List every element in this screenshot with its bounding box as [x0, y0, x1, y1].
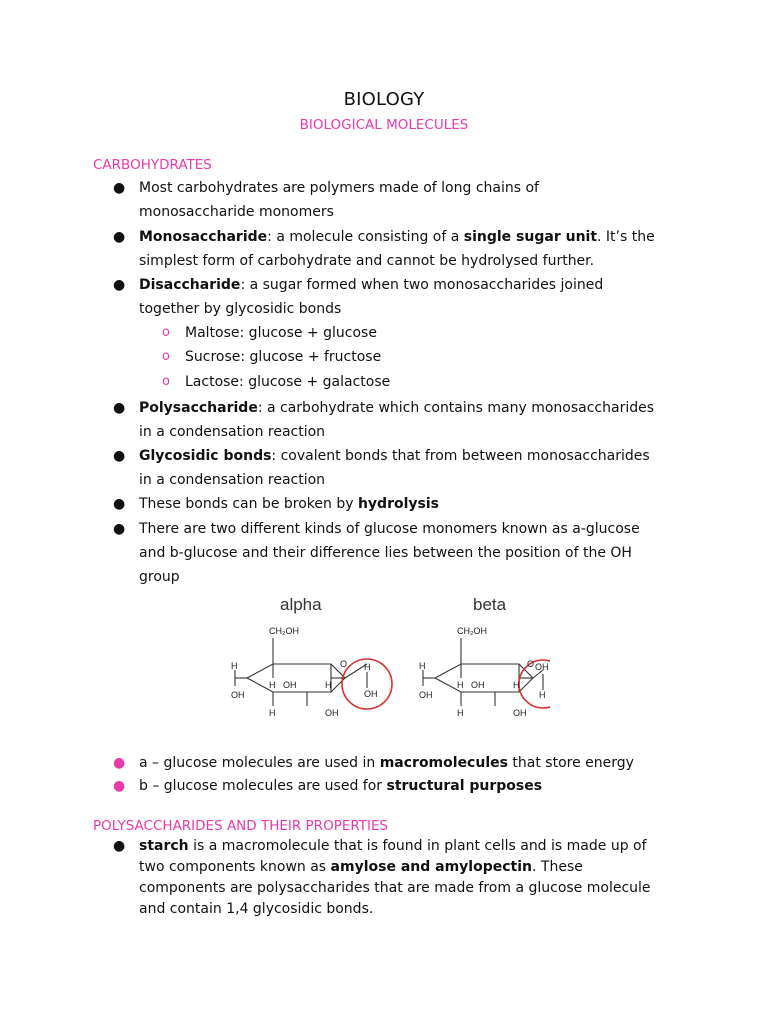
- list-item-text: Most carbohydrates are polymers made of long chains of monosaccharide monomers: [139, 180, 539, 220]
- list-item: [115, 836, 675, 920]
- glucose-structures-figure: [225, 590, 550, 725]
- bullet-icon: ●: [113, 838, 126, 854]
- list-item: [115, 396, 675, 444]
- beta-oh-label: OH: [471, 680, 485, 690]
- alpha-h-label: H: [231, 661, 238, 671]
- glucose-structures-diagram: [225, 590, 550, 725]
- alpha-ch2oh-label: CH₂OH: [269, 626, 299, 636]
- alpha-h-label: H: [364, 662, 371, 672]
- sub-list-item-text: Sucrose: glucose + fructose: [185, 349, 382, 365]
- section-heading-polysaccharides: POLYSACCHARIDES AND THEIR PROPERTIES: [93, 818, 389, 834]
- list-item: [115, 492, 675, 516]
- beta-glucose-structure: [423, 638, 550, 708]
- beta-oh-label: OH: [535, 662, 549, 672]
- beta-oh-label: OH: [419, 690, 433, 700]
- beta-label: beta: [473, 595, 507, 614]
- section-heading-carbohydrates: CARBOHYDRATES: [93, 157, 212, 173]
- beta-ch2oh-label: CH₂OH: [457, 626, 487, 636]
- alpha-oh-label: OH: [325, 708, 339, 718]
- alpha-oh-label: OH: [231, 690, 245, 700]
- circle-bullet-icon: o: [162, 349, 170, 364]
- bullet-icon: ●: [113, 496, 126, 512]
- alpha-h-label: H: [325, 680, 332, 690]
- list-item: [115, 517, 675, 589]
- beta-h-label: H: [513, 680, 520, 690]
- beta-h-label: H: [457, 680, 464, 690]
- bullet-icon: ●: [113, 521, 126, 537]
- list-item-text: Polysaccharide: a carbohydrate which contains many monosaccharides in a condensation reaction: [139, 400, 655, 440]
- alpha-h-label: H: [269, 708, 276, 718]
- page-title: BIOLOGY: [343, 89, 425, 110]
- list-item: [115, 273, 675, 321]
- sub-list-item: [162, 321, 662, 345]
- beta-ring-o-label: O: [527, 659, 535, 669]
- page-subtitle: BIOLOGICAL MOLECULES: [299, 117, 469, 133]
- alpha-oh-label: OH: [283, 680, 297, 690]
- list-item-text: Monosaccharide: a molecule consisting of a single sugar unit. It’s the simplest form of carbohydrate and cannot be hydrolysed further.: [139, 229, 655, 269]
- list-item-text: b – glucose molecules are used for structural purposes: [139, 778, 543, 794]
- bullet-icon: ●: [113, 778, 126, 794]
- beta-h-label: H: [419, 661, 426, 671]
- list-item: [115, 774, 675, 798]
- circle-bullet-icon: o: [162, 325, 170, 340]
- bullet-icon: ●: [113, 448, 126, 464]
- sub-list-item-text: Maltose: glucose + glucose: [185, 325, 377, 341]
- alpha-ring-o-label: O: [340, 659, 348, 669]
- list-item: [115, 176, 675, 224]
- beta-oh-label: OH: [513, 708, 527, 718]
- list-item: [115, 444, 675, 492]
- list-item: [115, 751, 675, 775]
- list-item: [115, 225, 675, 273]
- list-item-text: starch is a macromolecule that is found in plant cells and is made up of two components known as amylose and amylopectin. These components are polysaccharides that are made from a glucose molecule and contain 1,4 glycosidic bonds.: [139, 838, 651, 917]
- bullet-icon: ●: [113, 229, 126, 245]
- beta-h-label: H: [457, 708, 464, 718]
- list-item-text: Disaccharide: a sugar formed when two monosaccharides joined together by glycosidic bonds: [139, 277, 604, 317]
- circle-bullet-icon: o: [162, 374, 170, 389]
- sub-list-item: [162, 345, 662, 369]
- list-item-text: These bonds can be broken by hydrolysis: [139, 496, 439, 512]
- list-item-text: Glycosidic bonds: covalent bonds that from between monosaccharides in a condensation reaction: [139, 448, 650, 488]
- bullet-icon: ●: [113, 400, 126, 416]
- alpha-h-label: H: [269, 680, 276, 690]
- sub-list-item-text: Lactose: glucose + galactose: [185, 374, 391, 390]
- list-item-text: There are two different kinds of glucose monomers known as a-glucose and b-glucose and their difference lies between the position of the OH group: [139, 521, 640, 585]
- sub-list-item: [162, 370, 662, 394]
- bullet-icon: ●: [113, 180, 126, 196]
- alpha-label: alpha: [280, 595, 322, 614]
- alpha-oh-label: OH: [364, 689, 378, 699]
- bullet-icon: ●: [113, 277, 126, 293]
- list-item-text: a – glucose molecules are used in macromolecules that store energy: [139, 755, 634, 771]
- bullet-icon: ●: [113, 755, 126, 771]
- beta-h-label: H: [539, 690, 546, 700]
